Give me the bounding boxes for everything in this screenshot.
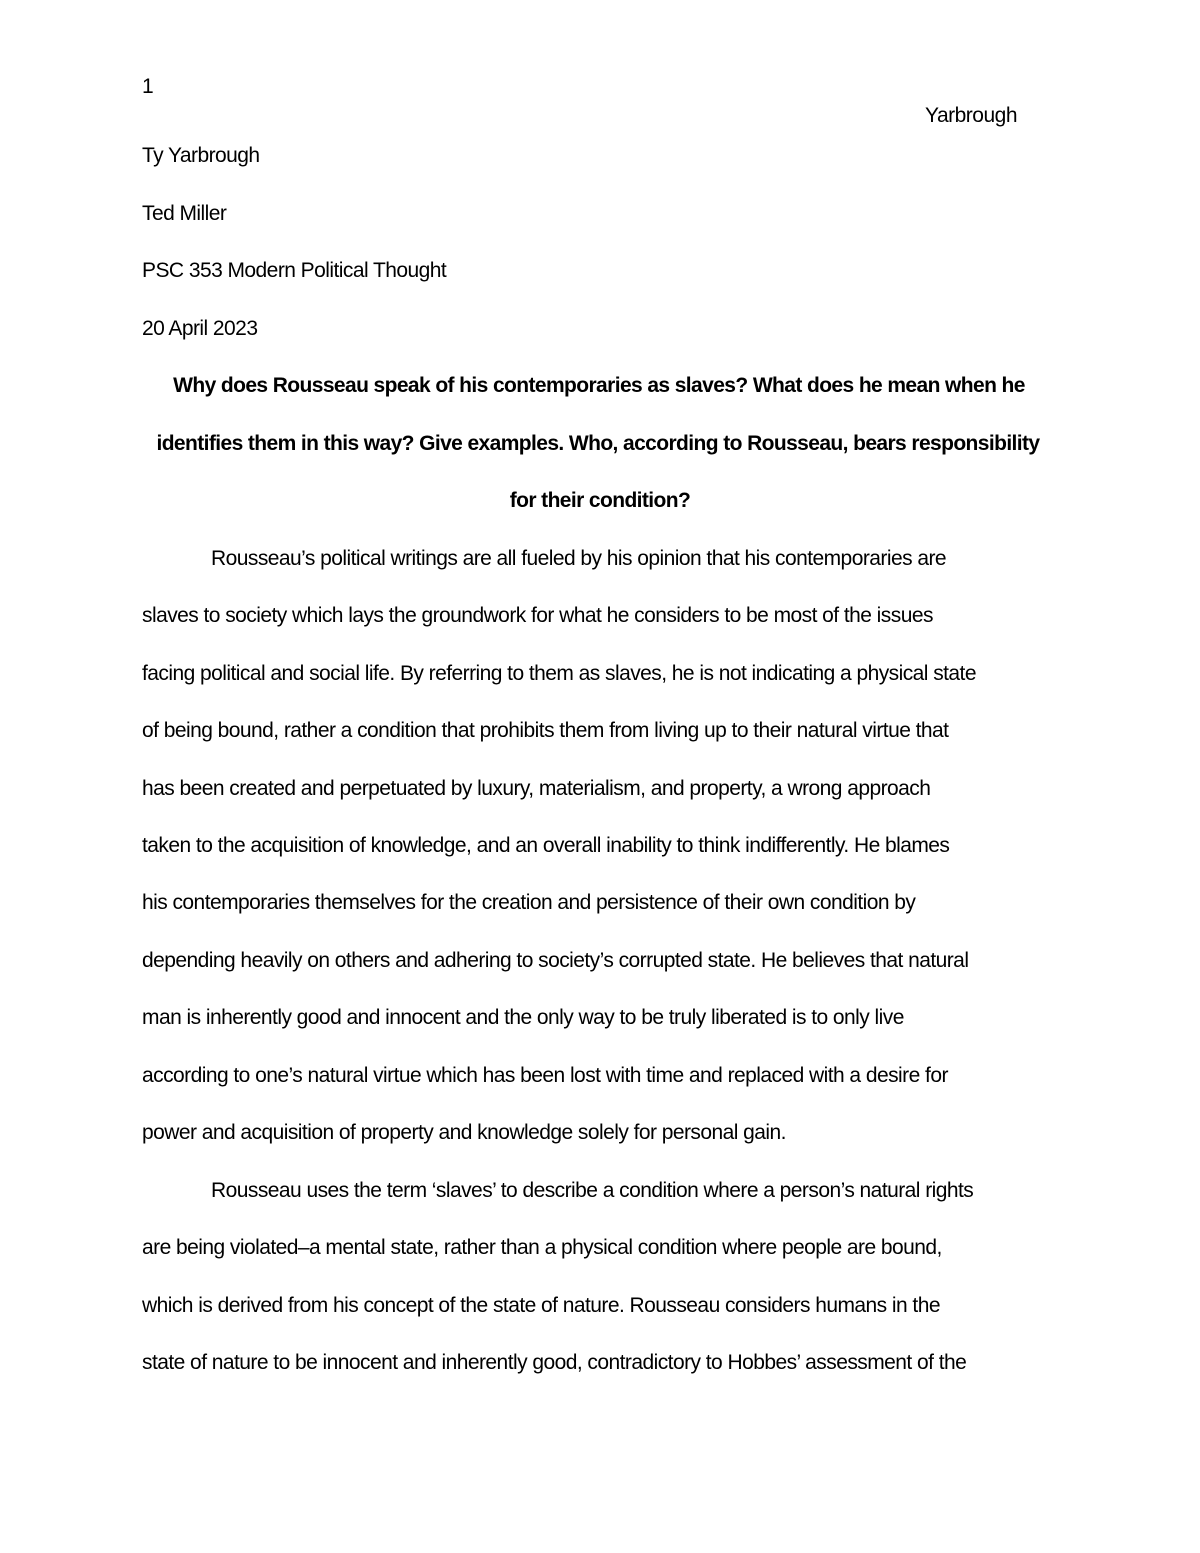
body-line: according to one’s natural virtue which has been lost with time and replaced with a desire for (142, 1064, 948, 1087)
instructor-name: Ted Miller (142, 202, 227, 225)
body-line: has been created and perpetuated by luxury, materialism, and property, a wrong approach (142, 777, 931, 800)
body-line: which is derived from his concept of the state of nature. Rousseau considers humans in the (142, 1294, 940, 1317)
body-line: his contemporaries themselves for the creation and persistence of their own condition by (142, 891, 916, 914)
page-number: 1 (142, 75, 154, 98)
body-line: state of nature to be innocent and inherently good, contradictory to Hobbes’ assessment of the (142, 1351, 967, 1374)
body-line: are being violated–a mental state, rather than a physical condition where people are bound, (142, 1236, 942, 1259)
body-line: power and acquisition of property and knowledge solely for personal gain. (142, 1121, 786, 1144)
paper-date: 20 April 2023 (142, 317, 258, 340)
body-line: slaves to society which lays the groundwork for what he considers to be most of the issues (142, 604, 933, 627)
body-line: man is inherently good and innocent and the only way to be truly liberated is to only live (142, 1006, 904, 1029)
course-name: PSC 353 Modern Political Thought (142, 259, 447, 282)
title-line: for their condition? (509, 489, 691, 512)
body-line: facing political and social life. By referring to them as slaves, he is not indicating a physical state (142, 662, 976, 685)
body-line: of being bound, rather a condition that prohibits them from living up to their natural virtue that (142, 719, 949, 742)
title-line: identifies them in this way? Give examples. Who, according to Rousseau, bears responsibility (156, 432, 1040, 455)
body-line: depending heavily on others and adhering to society’s corrupted state. He believes that natural (142, 949, 969, 972)
student-name: Ty Yarbrough (142, 144, 260, 167)
body-line: Rousseau uses the term ‘slaves’ to describe a condition where a person’s natural rights (211, 1179, 974, 1202)
body-line: Rousseau’s political writings are all fueled by his opinion that his contemporaries are (211, 547, 947, 570)
body-line: taken to the acquisition of knowledge, and an overall inability to think indifferently. He blames (142, 834, 950, 857)
title-line: Why does Rousseau speak of his contemporaries as slaves? What does he mean when he (173, 374, 1025, 397)
running-head: Yarbrough (925, 104, 1018, 127)
